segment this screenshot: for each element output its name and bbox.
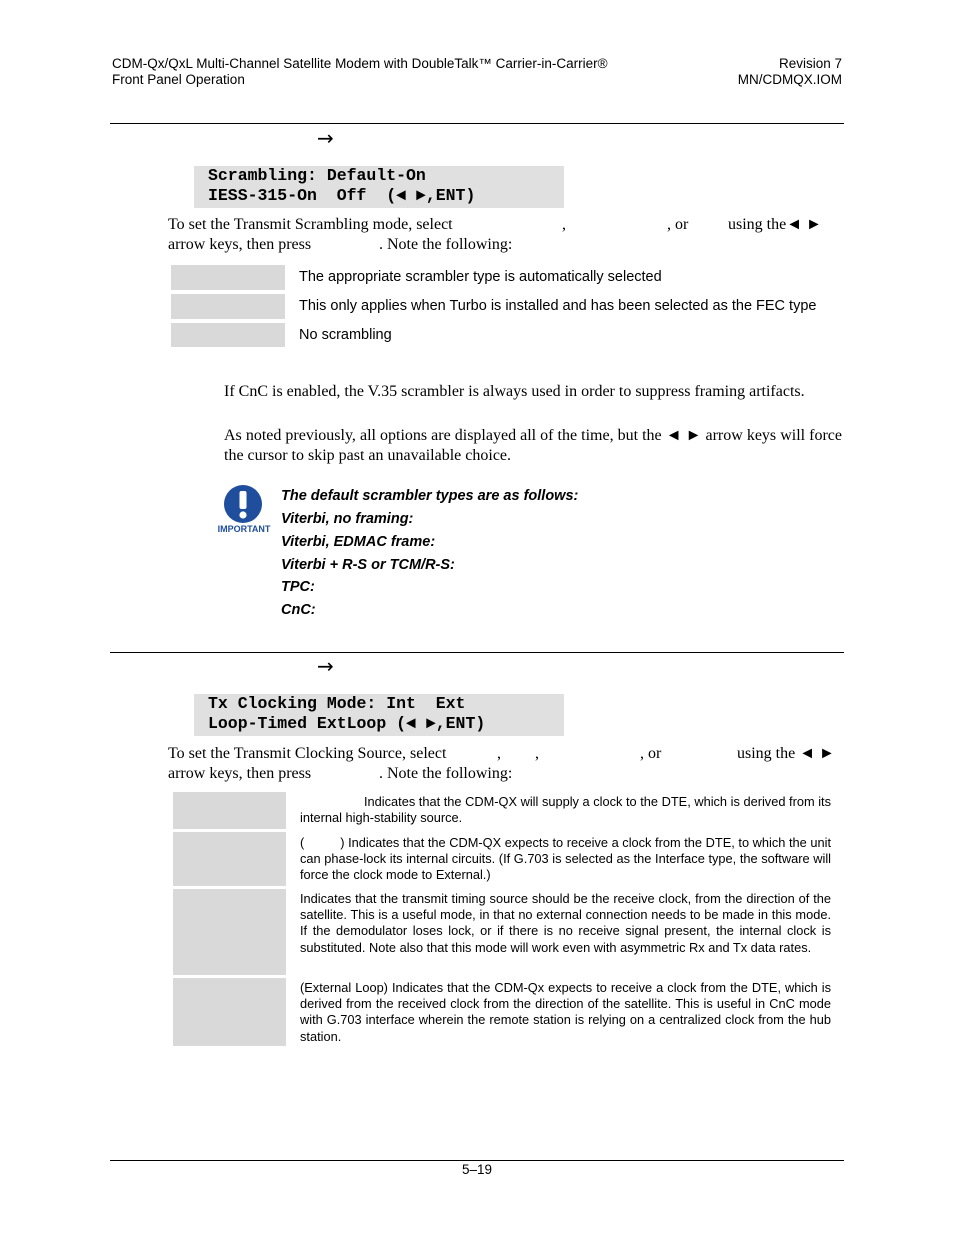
important-label: IMPORTANT [217, 524, 271, 534]
clock-mode-cell [173, 792, 286, 829]
clock-mode-description: Indicates that the CDM-QX will supply a clock to the DTE, which is derived from its internal high-stability source. [300, 794, 831, 826]
right-arrow-icon: → [317, 654, 334, 678]
intro-text: To set the Transmit Clocking Source, select [168, 745, 447, 762]
section-divider [110, 123, 844, 124]
intro-or: , or [640, 745, 662, 762]
footer-divider [110, 1160, 844, 1161]
header-title [112, 56, 608, 88]
intro-or: , or [667, 216, 689, 233]
intro-press: arrow keys, then press [168, 236, 312, 253]
intro-note: . Note the following: [379, 765, 513, 782]
revision-label: Revision 7 [778, 56, 842, 71]
clock-mode-description: Indicates that the transmit timing source should be the receive clock, from the direction of the satellite. This is a useful mode, in that no external connection needs to be made in this mode. If the demodulator loses lock, or if there is no receive signal present, the internal clock is substituted. Note also that this mode will work even with asymmetric Rx and Tx data rates. [300, 891, 831, 955]
intro-comma: , [497, 745, 501, 762]
option-description: No scrambling [299, 327, 392, 343]
option-description: The appropriate scrambler type is automatically selected [299, 269, 662, 285]
important-line: Viterbi, no framing: [281, 511, 414, 527]
clock-mode-description: (External Loop) Indicates that the CDM-Qx expects to receive a clock from the DTE, which is derived from the received clock from the direction of the satellite. This is useful in CnC mode with G.703 interface wherein the remote station is relying on a centralized clock from the hub station. [300, 980, 831, 1044]
option-cell [171, 294, 285, 319]
header-revision [738, 56, 842, 88]
intro-using: using the ◄ ► [737, 745, 835, 762]
note-paragraph: As noted previously, all options are displayed all of the time, but the ◄ ► arrow keys will force the cursor to skip past an unavailable choice. [224, 427, 842, 464]
section-divider [110, 652, 844, 653]
intro-comma: , [535, 745, 539, 762]
lcd-display-tx-clocking [194, 694, 564, 736]
intro-press: arrow keys, then press [168, 765, 312, 782]
lcd-line2: IESS-315-On Off (◄ ►,ENT) [208, 186, 476, 205]
clock-mode-cell [173, 832, 286, 886]
page-number: 5–19 [461, 1162, 493, 1177]
lcd-line2: Loop-Timed ExtLoop (◄ ►,ENT) [208, 714, 486, 733]
intro-text: To set the Transmit Scrambling mode, select [168, 216, 453, 233]
option-cell [171, 323, 285, 347]
doc-id: MN/CDMQX.IOM [737, 72, 842, 87]
option-description: This only applies when Turbo is installed and has been selected as the FEC type [299, 298, 817, 314]
header-title-line1: CDM-Qx/QxL Multi-Channel Satellite Modem with DoubleTalk™ Carrier-in-Carrier® [112, 56, 608, 71]
lcd-line1: Tx Clocking Mode: Int Ext [208, 694, 466, 713]
lcd-display-scrambling [194, 166, 564, 208]
important-line: CnC: [281, 602, 316, 618]
lcd-line1: Scrambling: Default-On [208, 166, 426, 185]
important-line: TPC: [281, 579, 315, 595]
important-line: Viterbi + R-S or TCM/R-S: [281, 557, 455, 573]
note-paragraph: If CnC is enabled, the V.35 scrambler is always used in order to suppress framing artifacts. [224, 383, 805, 400]
right-arrow-icon: → [317, 126, 334, 150]
clock-mode-cell [173, 978, 286, 1046]
important-icon [216, 484, 272, 536]
intro-using: using the◄ ► [728, 216, 822, 233]
important-line: The default scrambler types are as follows: [281, 488, 579, 504]
clock-mode-cell [173, 889, 286, 975]
option-cell [171, 265, 285, 290]
important-line: Viterbi, EDMAC frame: [281, 534, 436, 550]
intro-comma: , [562, 216, 566, 233]
header-title-line2: Front Panel Operation [112, 72, 245, 87]
clock-mode-description: ( ) Indicates that the CDM-QX expects to receive a clock from the DTE, to which the unit can phase-lock its internal circuits. (If G.703 is selected as the Interface type, the software will force the clock mode to External.) [300, 835, 835, 883]
intro-note: . Note the following: [379, 236, 513, 253]
